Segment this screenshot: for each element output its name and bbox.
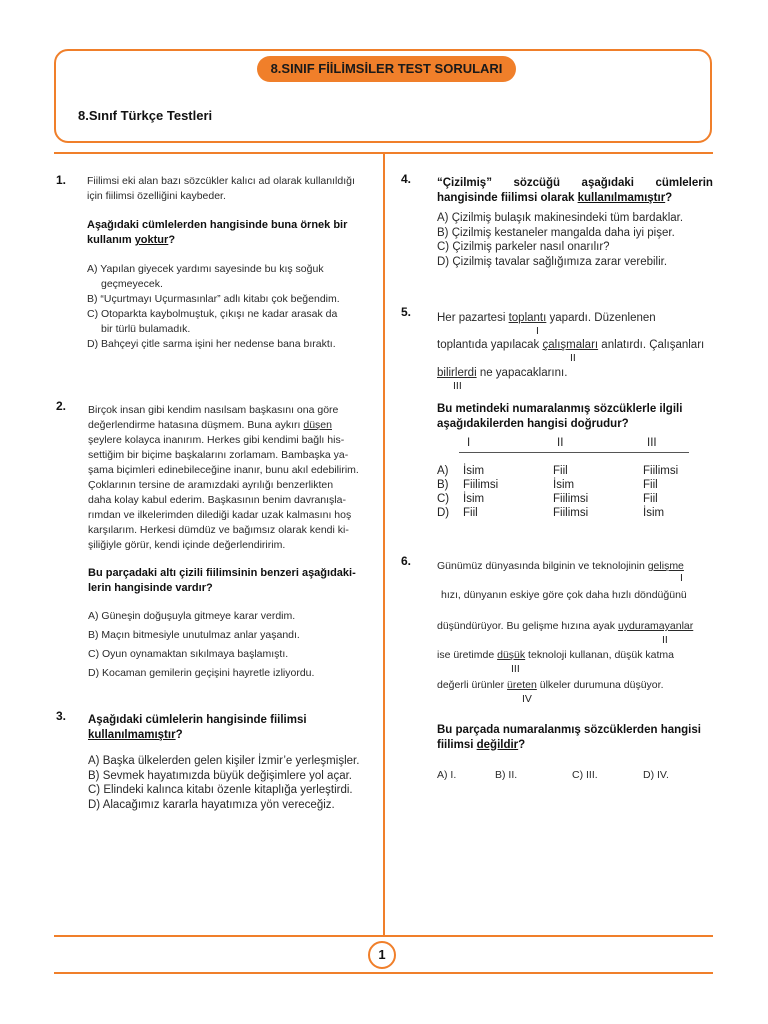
q1-option-a: A) Yapılan giyecek yardımı sayesinde bu kış soğuk geçmeyecek. bbox=[87, 263, 324, 290]
question-3-number: 3. bbox=[56, 709, 67, 723]
q1-stem: Aşağıdaki cümlelerden hangisinde buna örnek bir kullanım yoktur? bbox=[87, 219, 348, 246]
q2-passage: Birçok insan gibi kendim nasılsam başkasını ona göre değerlendirme hatasına düşmem. Buna aykırı düşen şeylere kolayca inanırım. Herkes gibi kendimi bağlı his- settiğim bir biçime başkalarını zorlamam. Bambaşka ya- şama biçimleri edinebileceğine inanır, bunu akıl edebilirim. Çoklarının tersine de aramızdaki ayrılığı benzerlikten daha kolay kabul ederim. Başkasının benim davranışla- rımdan ve ilkelerimden dilediği kadar uzak kalmasını hoş karşılarım. Herkesi dümdüz ve bağımsız olarak kendi ki- şiliğiyle görür, kendi içinde değerlendiririm. bbox=[88, 404, 359, 551]
q5-table-header bbox=[437, 437, 727, 451]
q3-stem: Aşağıdaki cümlelerin hangisinde fiilimsi kullanılmamıştır? bbox=[88, 714, 307, 741]
q5-stem: Bu metindeki numaralanmış sözcüklerle ilgili aşağıdakilerden hangisi doğrudur? bbox=[437, 403, 683, 430]
column-divider bbox=[383, 152, 385, 935]
q5-col-i: I bbox=[467, 437, 471, 449]
q4-option-d: D) Çizilmiş tavalar sağlığımıza zarar verebilir. bbox=[437, 255, 668, 268]
q4-stem-line2: hangisinde fiilimsi olarak kullanılmamıştır? bbox=[437, 191, 673, 204]
q1-intro: Fiilimsi eki alan bazı sözcükler kalıcı ad olarak kullanıldığı için fiilimsi özelliğini kaybeder. bbox=[87, 175, 355, 202]
q5-marker-3: III bbox=[453, 380, 462, 392]
q5-option-b: B) Fiilimsi İsim Fiil bbox=[437, 479, 658, 491]
q2-stem: Bu parçadaki altı çizili fiilimsinin benzeri aşağıdaki- lerin hangisinde vardır? bbox=[88, 567, 356, 594]
q6-marker-4: IV bbox=[522, 693, 532, 705]
q5-options-table bbox=[437, 437, 727, 521]
q6-stem: Bu parçada numaralanmış sözcüklerden hangisi fiilimsi değildir? bbox=[437, 724, 701, 751]
q5-line1: Her pazartesi toplantı yapardı. Düzenlenen bbox=[437, 312, 656, 324]
q3-option-a: A) Başka ülkelerden gelen kişiler İzmir’e yerleşmişler. bbox=[88, 755, 360, 767]
q5-option-c: C) İsim Fiilimsi Fiil bbox=[437, 493, 658, 505]
question-1-number: 1. bbox=[56, 173, 67, 187]
q5-marker-1: I bbox=[536, 325, 539, 337]
question-4 bbox=[437, 176, 713, 269]
q5-marker-2: II bbox=[570, 352, 576, 364]
q1-option-b: B) “Uçurtmayı Uçurmasınlar” adlı kitabı çok beğendim. bbox=[87, 293, 340, 305]
q6-marker-3: III bbox=[511, 663, 520, 675]
q5-line3: bilirlerdi ne yapacaklarını. bbox=[437, 367, 568, 379]
question-3 bbox=[88, 713, 373, 812]
q6-line3: düşündürüyor. Bu gelişme hızına ayak uyduramayanlar bbox=[437, 620, 694, 632]
q1-option-d: D) Bahçeyi çitle sarma işini her nedense bana bıraktı. bbox=[87, 338, 336, 350]
q4-option-a: A) Çizilmiş bulaşık makinesindeki tüm bardaklar. bbox=[437, 212, 684, 224]
q6-option-d: D) IV. bbox=[643, 769, 669, 781]
q5-line2: toplantıda yapılacak çalışmaları anlatırdı. Çalışanları bbox=[437, 339, 705, 351]
q3-option-c: C) Elindeki kalınca kitabı özenle kitaplığa yerleştirdi. bbox=[88, 784, 353, 796]
question-5-stem bbox=[437, 402, 713, 431]
q2-option-b: B) Maçın bitmesiyle unutulmaz anlar yaşandı. bbox=[88, 629, 300, 641]
q6-line4: ise üretimde düşük teknoloji kullanan, düşük katma bbox=[437, 649, 674, 661]
footer-rule-bottom bbox=[54, 972, 713, 974]
page-title: 8.SINIF FİİLİMSİLER TEST SORULARI bbox=[257, 56, 516, 82]
q6-option-b: B) II. bbox=[495, 769, 518, 781]
q6-marker-2: II bbox=[662, 634, 668, 646]
q4-option-b: B) Çizilmiş kestaneler mangalda daha iyi pişer. bbox=[437, 226, 675, 239]
question-2-number: 2. bbox=[56, 399, 67, 413]
q5-col-ii: II bbox=[557, 437, 564, 449]
q6-line1: Günümüz dünyasında bilginin ve teknolojinin gelişme bbox=[437, 560, 684, 572]
q2-option-d: D) Kocaman gemilerin geçişini hayretle izliyordu. bbox=[88, 667, 315, 679]
q2-option-a: A) Güneşin doğuşuyla gitmeye karar verdim. bbox=[88, 610, 296, 622]
q2-option-c: C) Oyun oynamaktan sıkılmaya başlamıştı. bbox=[88, 648, 289, 660]
question-5-text bbox=[437, 311, 713, 326]
question-6-number: 6. bbox=[401, 554, 412, 568]
question-4-number: 4. bbox=[401, 172, 412, 186]
q4-stem-line1: “Çizilmiş” sözcüğü aşağıdaki cümlelerin bbox=[437, 177, 713, 189]
q6-option-a: A) I. bbox=[437, 769, 457, 781]
q6-marker-1: I bbox=[680, 572, 683, 584]
q3-option-b: B) Sevmek hayatımızda büyük değişimlere yol açar. bbox=[88, 769, 352, 782]
page-number: 1 bbox=[368, 941, 396, 969]
q5-option-a: A) İsim Fiil Fiilimsi bbox=[437, 465, 679, 477]
q5-col-iii: III bbox=[647, 437, 657, 449]
question-5-text-3 bbox=[437, 366, 713, 381]
question-2 bbox=[88, 403, 364, 681]
q4-option-c: C) Çizilmiş parkeler nasıl onarılır? bbox=[437, 241, 610, 253]
q6-line5: değerli ürünler üreten ülkeler durumuna düşüyor. bbox=[437, 679, 664, 691]
page-subtitle: 8.Sınıf Türkçe Testleri bbox=[78, 108, 213, 123]
question-5-text-2 bbox=[437, 338, 717, 353]
q1-option-c: C) Otoparkta kaybolmuştuk, çıkışı ne kadar arasak da bir türlü bulamadık. bbox=[87, 308, 338, 335]
footer-rule-top bbox=[54, 935, 713, 937]
q6-line2: hızı, dünyanın eskiye göre çok daha hızlı döndüğünü bbox=[441, 589, 687, 601]
q5-option-d: D) Fiil Fiilimsi İsim bbox=[437, 507, 665, 519]
q6-option-c: C) III. bbox=[572, 769, 598, 781]
q3-option-d: D) Alacağımız kararla hayatımıza yön vereceğiz. bbox=[88, 798, 335, 811]
question-1 bbox=[87, 174, 367, 352]
question-5-number: 5. bbox=[401, 305, 412, 319]
